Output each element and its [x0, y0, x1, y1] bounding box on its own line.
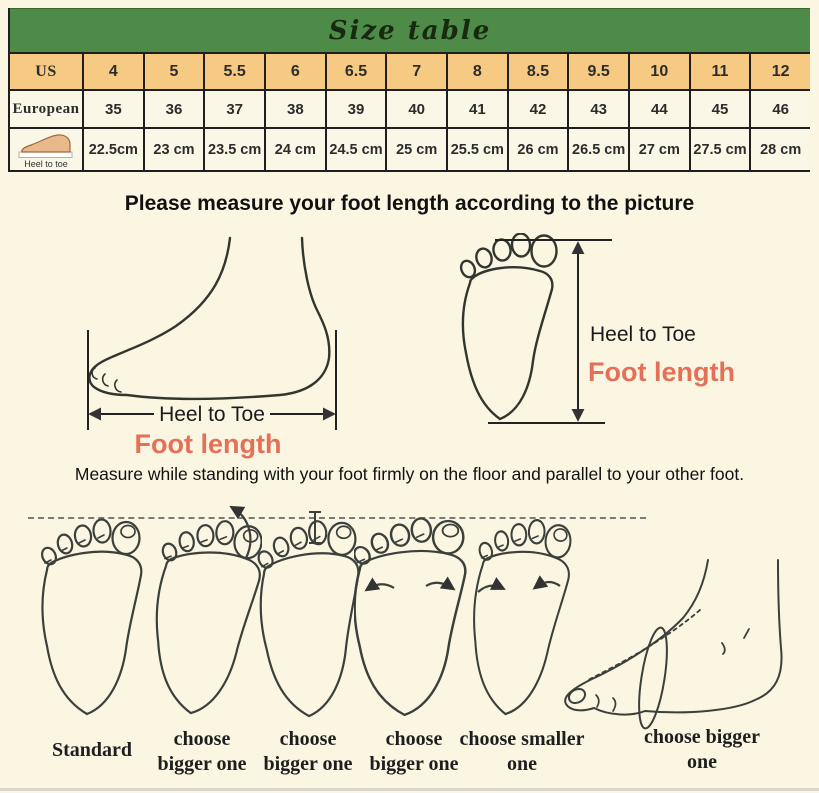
- size-cell-us: 6: [266, 54, 325, 89]
- size-cell-us: 5: [145, 54, 204, 89]
- size-cell-us: 8: [448, 54, 507, 89]
- size-cell-heel-to-toe: 26 cm: [509, 129, 568, 170]
- foot-side-small-icon: [16, 132, 76, 160]
- size-cell-heel-to-toe: 23.5 cm: [205, 129, 264, 170]
- size-cell-heel-to-toe: 24.5 cm: [327, 129, 386, 170]
- fit-label-standard: Standard: [51, 739, 133, 761]
- size-cell-european: 45: [691, 91, 750, 127]
- size-cell-heel-to-toe: 24 cm: [266, 129, 325, 170]
- fit-label-bigger-1: choose bigger one: [157, 728, 247, 775]
- row-label-us: US: [10, 54, 82, 89]
- foot-side-diagram: [58, 230, 423, 460]
- fit-label-bigger-3: choose bigger one: [369, 728, 459, 775]
- row-label-heel-to-toe: [10, 129, 82, 170]
- size-cell-us: 4: [84, 54, 143, 89]
- size-cell-us: 6.5: [327, 54, 386, 89]
- size-cell-us: 10: [630, 54, 689, 89]
- row-label-european: European: [10, 91, 82, 127]
- size-cell-heel-to-toe: 27.5 cm: [691, 129, 750, 170]
- size-table-title: Size table: [10, 8, 810, 52]
- size-cell-us: 11: [691, 54, 750, 89]
- size-cell-heel-to-toe: 23 cm: [145, 129, 204, 170]
- fit-label-bigger-4: choose bigger one: [643, 726, 761, 773]
- size-cell-heel-to-toe: 26.5 cm: [569, 129, 628, 170]
- fit-label-smaller: choose smaller one: [459, 728, 585, 775]
- size-cell-heel-to-toe: 27 cm: [630, 129, 689, 170]
- size-cell-us: 9.5: [569, 54, 628, 89]
- size-cell-european: 37: [205, 91, 264, 127]
- heel-to-toe-label: Heel to Toe: [159, 403, 265, 426]
- size-cell-european: 35: [84, 91, 143, 127]
- size-cell-us: 7: [387, 54, 446, 89]
- size-cell-heel-to-toe: 28 cm: [751, 129, 810, 170]
- foot-high-instep-icon: [550, 548, 800, 738]
- footprint-long-big-toe-icon: [147, 500, 262, 730]
- size-cell-us: 5.5: [205, 54, 264, 89]
- size-cell-heel-to-toe: 25.5 cm: [448, 129, 507, 170]
- size-cell-us: 8.5: [509, 54, 568, 89]
- heel-to-toe-caption: Heel to toe: [24, 158, 68, 169]
- bottom-rule: [0, 788, 819, 791]
- size-cell-us: 12: [751, 54, 810, 89]
- size-cell-european: 44: [630, 91, 689, 127]
- size-cell-european: 40: [387, 91, 446, 127]
- measure-note: Measure while standing with your foot firmly on the floor and parallel to your other foot.: [74, 464, 745, 484]
- measure-heading: Please measure your foot length according to the picture: [124, 192, 695, 215]
- size-cell-european: 46: [751, 91, 810, 127]
- footprint-standard-icon: [36, 500, 146, 730]
- size-cell-european: 39: [327, 91, 386, 127]
- size-cell-european: 36: [145, 91, 204, 127]
- size-cell-european: 38: [266, 91, 325, 127]
- size-cell-european: 41: [448, 91, 507, 127]
- size-table-grid: [10, 52, 810, 170]
- size-cell-european: 43: [569, 91, 628, 127]
- footprint-wide-icon: [354, 500, 474, 730]
- size-cell-heel-to-toe: 25 cm: [387, 129, 446, 170]
- footprint-long-second-toe-icon: [255, 500, 365, 730]
- footprint-diagram: [450, 233, 780, 435]
- heel-to-toe-label: Heel to Toe: [590, 323, 696, 346]
- size-cell-european: 42: [509, 91, 568, 127]
- foot-length-label: Foot length: [588, 357, 735, 387]
- fit-label-bigger-2: choose bigger one: [263, 728, 353, 775]
- foot-length-label: Foot length: [134, 429, 282, 459]
- size-table: [8, 8, 810, 172]
- size-cell-heel-to-toe: 22.5cm: [84, 129, 143, 170]
